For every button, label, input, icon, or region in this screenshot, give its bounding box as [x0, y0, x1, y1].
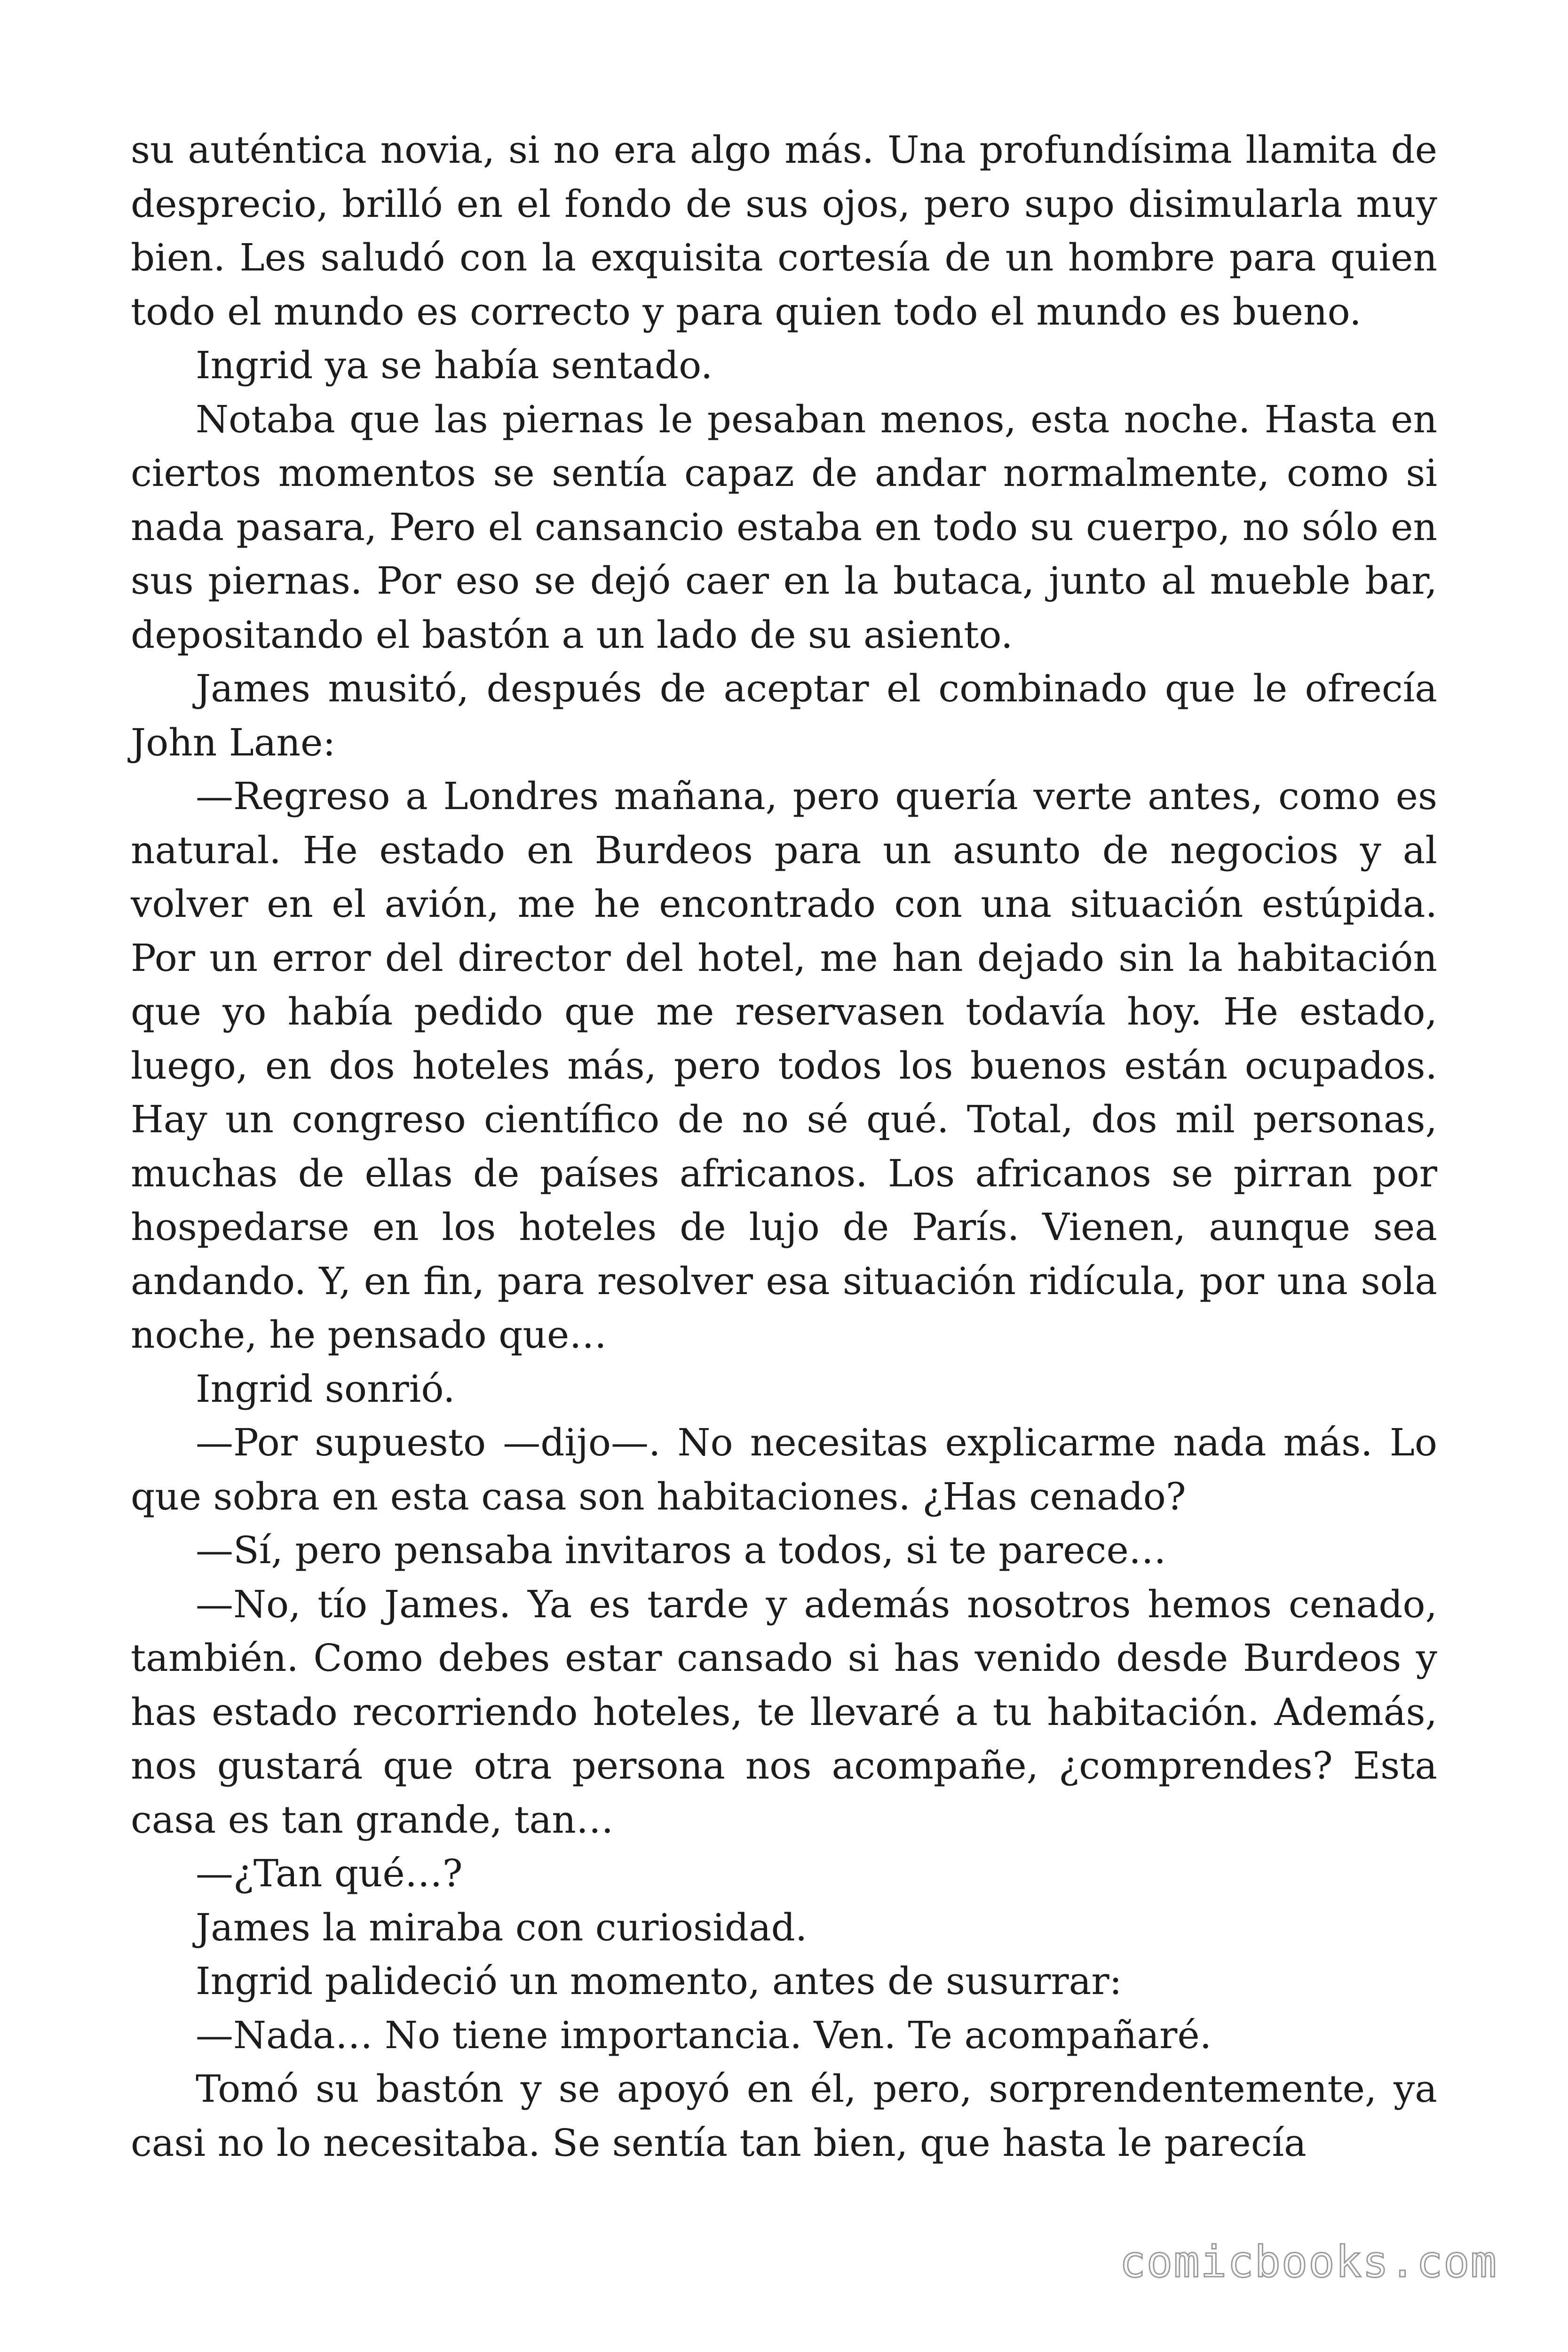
paragraph-7: —Por supuesto —dijo—. No necesitas explicarme nada más. Lo que sobra en esta casa son habitaciones. ¿Has cenado? — [131, 1421, 1437, 1518]
paragraph-10: —¿Tan qué…? — [196, 1851, 463, 1895]
watermark: comicbooks.com — [1119, 2237, 1497, 2287]
paragraph-14: Tomó su bastón y se apoyó en él, pero, sorprendentemente, ya casi no lo necesitaba. Se sentía tan bien, que hasta le parecía — [131, 2067, 1437, 2165]
paragraph-3: Notaba que las piernas le pesaban menos, esta noche. Hasta en ciertos momentos se sentía capaz de andar normalmente, como si nada pasara, Pero el cansancio estaba en todo su cuerpo, no sólo en sus piernas. Por eso se dejó caer en la butaca, junto al mueble bar, depositando el bastón a un lado de su asiento. — [131, 397, 1437, 657]
paragraph-8: —Sí, pero pensaba invitaros a todos, si te parece… — [196, 1528, 1166, 1572]
paragraph-12: Ingrid palideció un momento, antes de susurrar: — [196, 1959, 1122, 2003]
paragraph-6: Ingrid sonrió. — [196, 1367, 455, 1411]
paragraph-5: —Regreso a Londres mañana, pero quería verte antes, como es natural. He estado en Burdeos para un asunto de negocios y al volver en el avión, me he encontrado con una situación estúpida. Por un error del director del hotel, me han dejado sin la habitación que yo había pedido que me reservasen todavía hoy. He estado, luego, en dos hoteles más, pero todos los buenos están ocupados. Hay un congreso científico de no sé qué. Total, dos mil personas, muchas de ellas de países africanos. Los africanos se pirran por hospedarse en los hoteles de lujo de París. Vienen, aunque sea andando. Y, en fin, para resolver esa situación ridícula, por una sola noche, he pensado que… — [131, 774, 1437, 1357]
paragraph-11: James la miraba con curiosidad. — [196, 1905, 808, 1949]
paragraph-1: su auténtica novia, si no era algo más. Una profundísima llamita de desprecio, brilló en el fondo de sus ojos, pero supo disimularla muy bien. Les saludó con la exquisita cortesía de un hombre para quien todo el mundo es correcto y para quien todo el mundo es bueno. — [131, 128, 1437, 334]
paragraph-4: James musitó, después de aceptar el combinado que le ofrecía John Lane: — [131, 667, 1437, 764]
paragraph-9: —No, tío James. Ya es tarde y además nosotros hemos cenado, también. Como debes estar cansado si has venido desde Burdeos y has estado recorriendo hoteles, te llevaré a tu habitación. Además, nos gustará que otra persona nos acompañe, ¿comprendes? Esta casa es tan grande, tan… — [131, 1582, 1437, 1842]
paragraph-13: —Nada… No tiene importancia. Ven. Te acompañaré. — [196, 2013, 1212, 2057]
paragraph-2: Ingrid ya se había sentado. — [196, 343, 713, 387]
body-text — [131, 123, 1437, 2170]
